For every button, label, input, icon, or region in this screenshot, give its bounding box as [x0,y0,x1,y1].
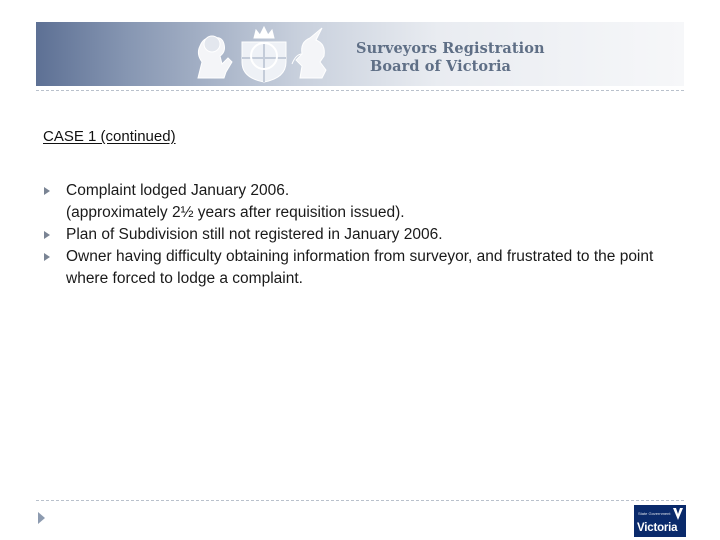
bullet-item [44,180,684,224]
bullet-text: Owner having difficulty obtaining information from surveyor, and frustrated to the point where forced to lodge a complaint. [66,248,654,287]
organisation-name-line1: Surveyors Registration [356,40,545,57]
bullet-list [44,180,684,290]
victoria-v-icon [672,507,684,521]
coat-of-arms-icon [176,24,366,84]
victoria-government-logo [634,505,686,537]
logo-big-text: Victoria [637,522,678,534]
slide-title: CASE 1 (continued) [43,128,176,145]
organisation-name [356,40,546,76]
bullet-text: Complaint lodged January 2006. [66,182,290,199]
bullet-item [44,224,684,246]
header-banner [36,22,684,86]
bullet-arrow-icon [44,187,50,195]
header-divider [36,90,684,91]
organisation-name-line2: Board of Victoria [370,58,512,75]
bullet-item [44,246,684,290]
bullet-arrow-icon [44,231,50,239]
bullet-text: Plan of Subdivision still not registered in January 2006. [66,226,443,243]
bullet-arrow-icon [44,253,50,261]
footer-divider [36,500,684,501]
bullet-subtext: (approximately 2½ years after requisition issued). [66,204,405,221]
logo-small-text: State Government [638,511,671,516]
next-slide-arrow-icon[interactable] [38,512,45,524]
